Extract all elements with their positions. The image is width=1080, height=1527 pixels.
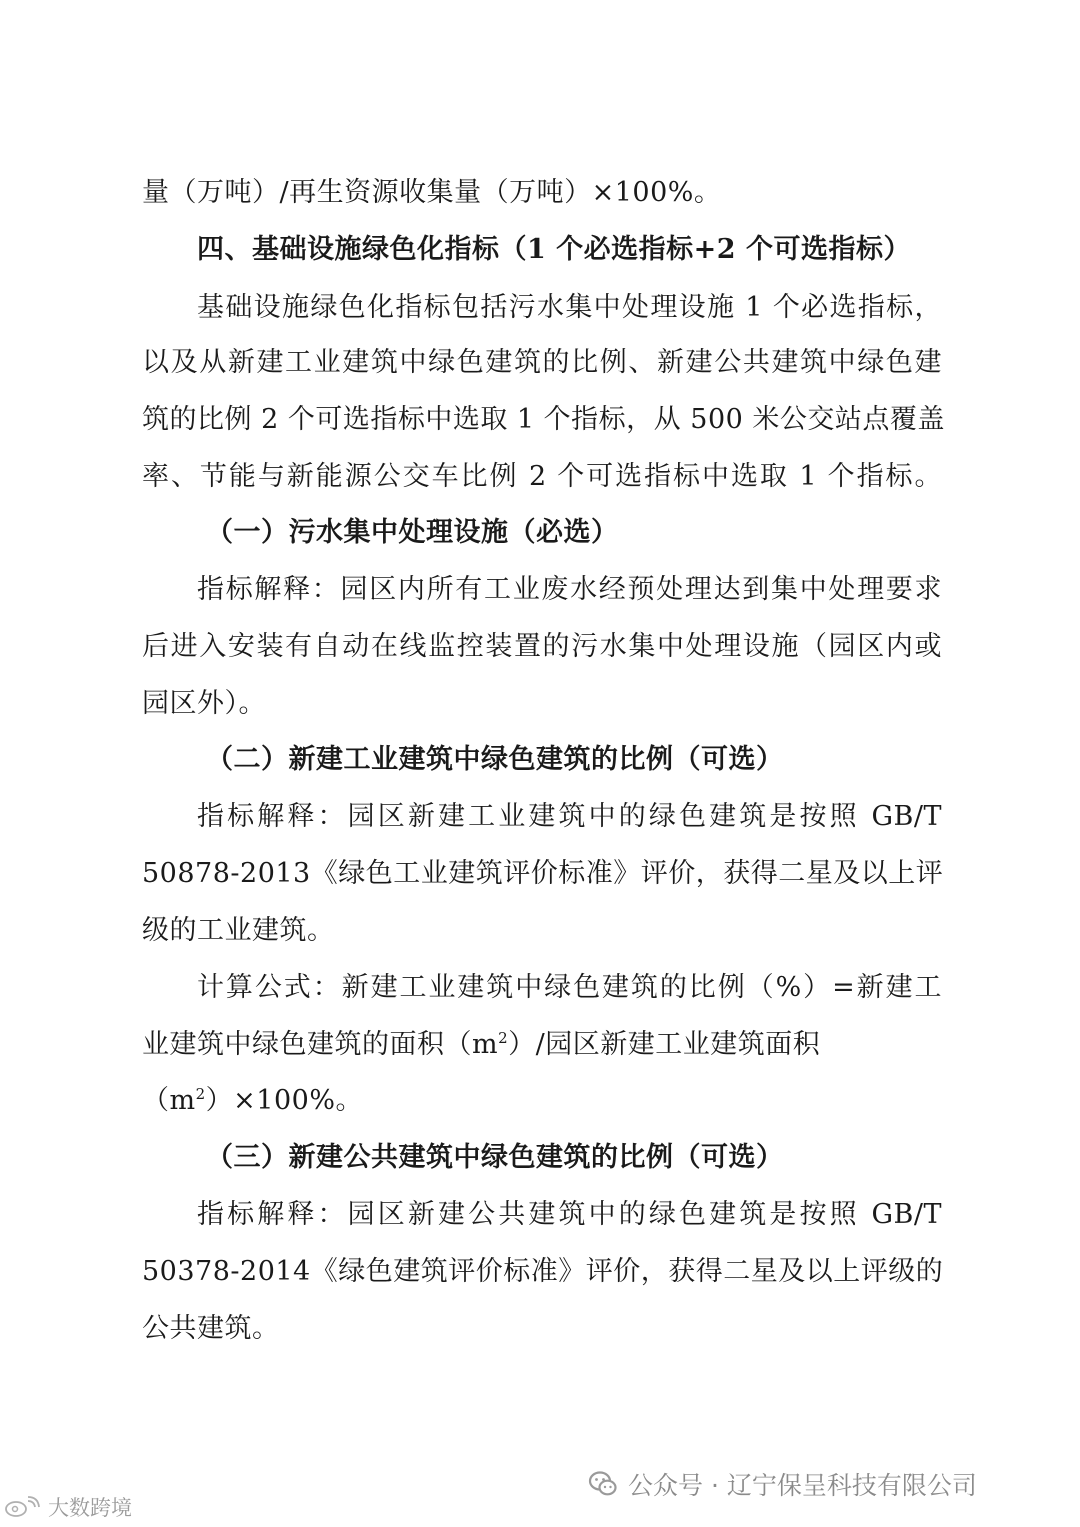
paragraph-line-formula xyxy=(142,1025,942,1065)
site-watermark-text: 大数跨境 xyxy=(48,1496,132,1520)
paragraph-line: 级的工业建筑。 xyxy=(142,915,335,946)
section-heading: 四、基础设施绿色化指标（1 个必选指标+2 个可选指标） xyxy=(197,234,911,265)
paragraph-line: 量（万吨）/再生资源收集量（万吨）×100%。 xyxy=(142,177,722,208)
wechat-watermark xyxy=(588,1464,977,1504)
superscript-2: 2 xyxy=(195,1085,206,1103)
paragraph-line: 筑的比例 2 个可选指标中选取 1 个指标，从 500 米公交站点覆盖 xyxy=(142,404,945,435)
formula-text-part: ）×100%。 xyxy=(205,1085,363,1116)
weibo-logo-icon xyxy=(4,1495,44,1519)
site-watermark xyxy=(4,1493,132,1521)
paragraph-line: 基础设施绿色化指标包括污水集中处理设施 1 个必选指标， xyxy=(197,292,942,323)
paragraph-line: 以及从新建工业建筑中绿色建筑的比例、新建公共建筑中绿色建 xyxy=(142,347,942,378)
formula-text-part: ）/园区新建工业建筑面积 xyxy=(508,1029,821,1060)
paragraph-line: 率、节能与新能源公交车比例 2 个可选指标中选取 1 个指标。 xyxy=(142,461,942,492)
wechat-icon xyxy=(588,1469,618,1499)
formula-text-part: （m xyxy=(142,1085,196,1116)
superscript-2: 2 xyxy=(498,1029,509,1047)
paragraph-line: 后进入安装有自动在线监控装置的污水集中处理设施（园区内或 xyxy=(142,631,942,662)
paragraph-line: 50378-2014《绿色建筑评价标准》评价，获得二星及以上评级的 xyxy=(142,1256,944,1287)
paragraph-line: 园区外）。 xyxy=(142,688,266,719)
paragraph-line: 指标解释：园区内所有工业废水经预处理达到集中处理要求 xyxy=(197,574,942,605)
paragraph-line-formula xyxy=(142,1081,942,1121)
paragraph-line: 指标解释：园区新建公共建筑中的绿色建筑是按照 GB/T xyxy=(197,1199,942,1230)
subsection-heading: （三）新建公共建筑中绿色建筑的比例（可选） xyxy=(206,1142,784,1173)
wechat-account-name: 公众号 · 辽宁保呈科技有限公司 xyxy=(628,1471,977,1500)
formula-text-part: 业建筑中绿色建筑的面积（m xyxy=(142,1029,499,1060)
paragraph-line: 50878-2013《绿色工业建筑评价标准》评价，获得二星及以上评 xyxy=(142,858,944,889)
paragraph-line: 公共建筑。 xyxy=(142,1313,280,1344)
subsection-heading: （一）污水集中处理设施（必选） xyxy=(206,517,619,548)
paragraph-line: 计算公式：新建工业建筑中绿色建筑的比例（%）=新建工 xyxy=(197,972,942,1003)
subsection-heading: （二）新建工业建筑中绿色建筑的比例（可选） xyxy=(206,744,784,775)
paragraph-line: 指标解释：园区新建工业建筑中的绿色建筑是按照 GB/T xyxy=(197,801,942,832)
